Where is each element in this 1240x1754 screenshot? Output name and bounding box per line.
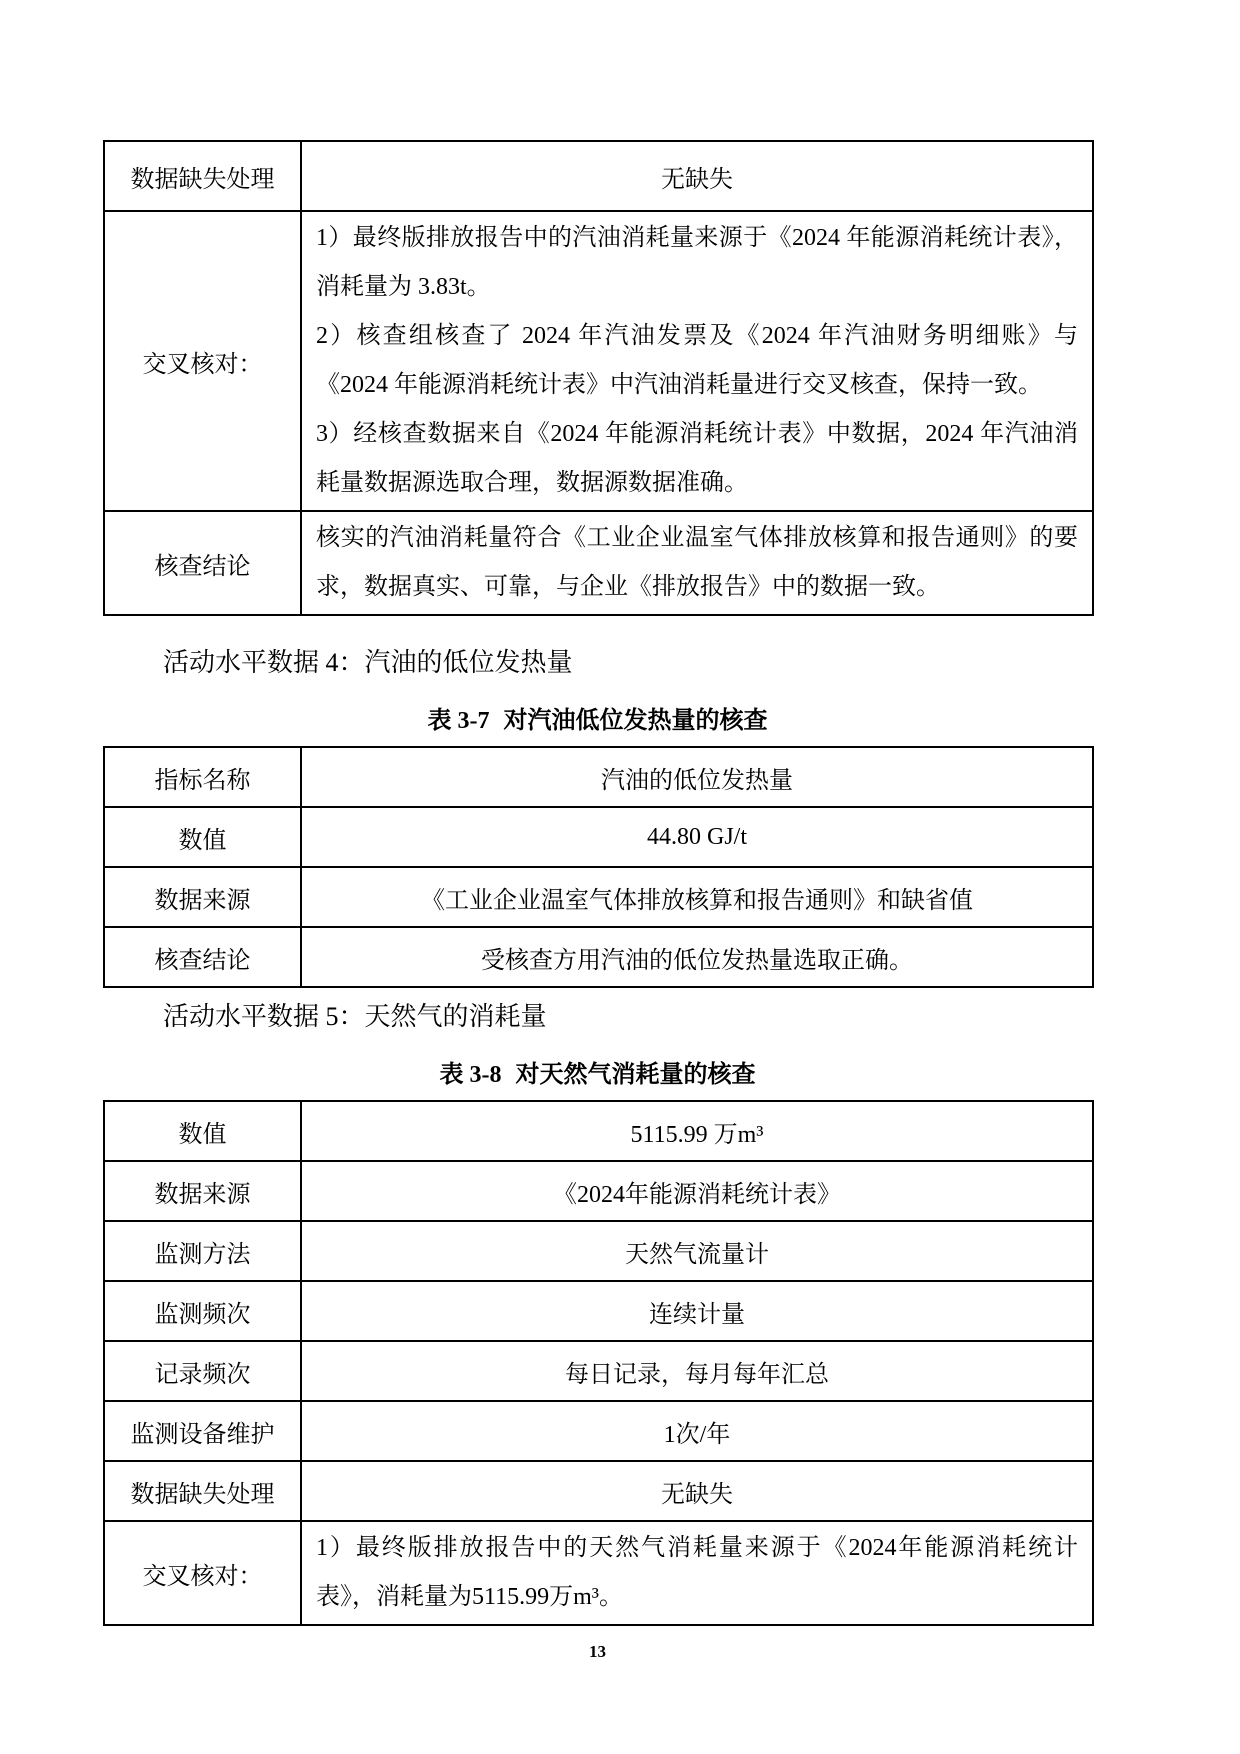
crosscheck-paragraph: 2）核查组核查了 2024 年汽油发票及《2024 年汽油财务明细账》与《2024 年能源消耗统计表》中汽油消耗量进行交叉核查，保持一致。	[316, 323, 1078, 398]
row-label: 指标名称	[104, 747, 301, 807]
table-row	[104, 141, 1093, 211]
row-value: 连续计量	[301, 1281, 1093, 1341]
row-label: 数据缺失处理	[104, 1461, 301, 1521]
table-gasoline-consumption-continued	[103, 140, 1094, 616]
row-label: 交叉核对：	[104, 1521, 301, 1625]
table-row	[104, 1221, 1093, 1281]
table-3-8-natural-gas-consumption	[103, 1100, 1094, 1626]
row-value: 天然气流量计	[301, 1221, 1093, 1281]
table-row	[104, 1101, 1093, 1161]
row-value: 5115.99 万m³	[301, 1101, 1093, 1161]
row-label: 监测方法	[104, 1221, 301, 1281]
row-value: 1次/年	[301, 1401, 1093, 1461]
table-3-7-gasoline-heating-value	[103, 746, 1094, 988]
row-value: 《工业企业温室气体排放核算和报告通则》和缺省值	[301, 867, 1093, 927]
row-value: 核实的汽油消耗量符合《工业企业温室气体排放核算和报告通则》的要求，数据真实、可靠，与企业《排放报告》中的数据一致。	[301, 511, 1093, 615]
table-row	[104, 1521, 1093, 1625]
section-heading-activity-data-4: 活动水平数据 4：汽油的低位发热量	[163, 648, 573, 677]
table-row	[104, 1401, 1093, 1461]
table-row	[104, 1341, 1093, 1401]
row-value: 受核查方用汽油的低位发热量选取正确。	[301, 927, 1093, 987]
table-row	[104, 1161, 1093, 1221]
table-row	[104, 211, 1093, 511]
row-label: 数据缺失处理	[104, 141, 301, 211]
section-heading-activity-data-5: 活动水平数据 5：天然气的消耗量	[163, 1002, 547, 1031]
table-row	[104, 1461, 1093, 1521]
table-row	[104, 1281, 1093, 1341]
row-label: 监测频次	[104, 1281, 301, 1341]
row-value: 44.80 GJ/t	[301, 807, 1093, 867]
crosscheck-paragraph: 1）最终版排放报告中的汽油消耗量来源于《2024 年能源消耗统计表》，消耗量为 3.83t。	[316, 225, 1078, 300]
crosscheck-paragraph: 1）最终版排放报告中的天然气消耗量来源于《2024年能源消耗统计表》，消耗量为5115.99万m³。	[316, 1535, 1078, 1610]
row-value: 无缺失	[301, 1461, 1093, 1521]
table-3-7-caption-number: 表 3-7	[427, 708, 490, 734]
crosscheck-paragraph: 3）经核查数据来自《2024 年能源消耗统计表》中数据，2024 年汽油消耗量数据源选取合理，数据源数据准确。	[316, 421, 1078, 496]
table-row	[104, 747, 1093, 807]
row-label: 数值	[104, 1101, 301, 1161]
row-label: 数值	[104, 807, 301, 867]
table-3-8-caption-number: 表 3-8	[439, 1062, 502, 1088]
row-label: 数据来源	[104, 867, 301, 927]
row-value: 《2024年能源消耗统计表》	[301, 1161, 1093, 1221]
row-value	[301, 1521, 1093, 1625]
table-3-8-caption	[103, 1060, 1092, 1090]
table-3-8-caption-title: 对天然气消耗量的核查	[515, 1062, 756, 1088]
table-row	[104, 807, 1093, 867]
table-row	[104, 867, 1093, 927]
row-label: 核查结论	[104, 927, 301, 987]
table-row	[104, 927, 1093, 987]
row-label: 核查结论	[104, 511, 301, 615]
page-content	[103, 140, 1092, 1662]
row-label: 监测设备维护	[104, 1401, 301, 1461]
table-3-7-caption	[103, 706, 1092, 736]
page-number: 13	[589, 1642, 606, 1661]
row-label: 数据来源	[104, 1161, 301, 1221]
row-label: 交叉核对：	[104, 211, 301, 511]
table-3-7-caption-title: 对汽油低位发热量的核查	[503, 708, 768, 734]
row-label: 记录频次	[104, 1341, 301, 1401]
table-row	[104, 511, 1093, 615]
row-value	[301, 211, 1093, 511]
row-value: 无缺失	[301, 141, 1093, 211]
row-value: 每日记录，每月每年汇总	[301, 1341, 1093, 1401]
row-value: 汽油的低位发热量	[301, 747, 1093, 807]
